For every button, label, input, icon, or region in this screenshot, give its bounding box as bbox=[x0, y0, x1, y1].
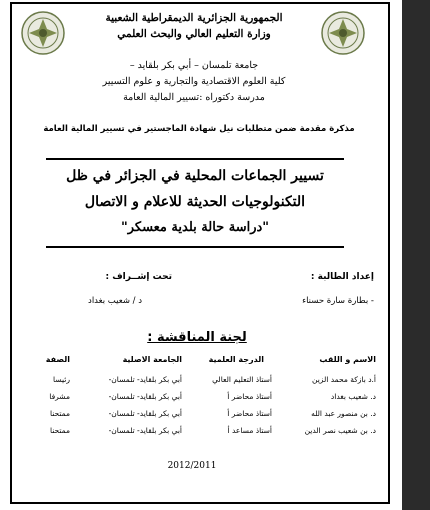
member-role: رئيسا bbox=[53, 375, 70, 384]
prepared-by-label: إعداد الطالبة : bbox=[310, 272, 374, 282]
member-name: أ.د بازكة محمد الزين bbox=[312, 375, 376, 384]
header-university: جامعة تلمسان – أبي بكر بلقايد – bbox=[129, 60, 259, 71]
viewer-side-panel bbox=[402, 0, 430, 510]
column-header-university: الجامعة الاصلية bbox=[122, 355, 182, 364]
header-republic: الجمهورية الجزائرية الديمقراطية الشعبية bbox=[105, 12, 283, 24]
member-rank: أستاذ التعليم العالي bbox=[212, 375, 272, 384]
title-top-rule bbox=[46, 158, 344, 160]
member-university: أبي بكر بلقايد- تلمسان- bbox=[108, 426, 182, 435]
column-header-rank: الدرجة العلمية bbox=[208, 355, 264, 364]
member-role: ممتحنا bbox=[49, 409, 70, 418]
supervisor-name: د / شعيب بغداد bbox=[88, 296, 142, 306]
student-name: - بطارة سارة حسناء bbox=[302, 296, 374, 306]
header-ministry: وزارة التعليم العالي والبحث العلمي bbox=[117, 28, 271, 40]
committee-title: لجنة المناقشة : bbox=[147, 330, 247, 345]
university-seal-left-icon bbox=[20, 10, 66, 56]
member-university: أبي بكر بلقايد- تلمسان- bbox=[108, 392, 182, 401]
member-name: د. شعيب بغداد bbox=[330, 392, 376, 401]
member-name: د. بن شعيب نصر الدين bbox=[304, 426, 376, 435]
member-role: مشرفا bbox=[49, 392, 70, 401]
academic-year: 2012/2011 bbox=[167, 461, 217, 471]
university-seal-right-icon bbox=[320, 10, 366, 56]
column-header-name: الاسم و اللقب bbox=[319, 355, 376, 364]
title-bottom-rule bbox=[46, 246, 344, 248]
member-rank: أستاذ محاضر أ bbox=[227, 392, 272, 401]
thesis-title-line-2: التكنولوجيات الحديثة للاعلام و الاتصال bbox=[84, 194, 306, 210]
member-university: أبي بكر بلقايد- تلمسان- bbox=[108, 375, 182, 384]
memo-description: مذكرة مقدمة ضمن متطلبات نيل شهادة الماجستير في تسيير المالية العامة bbox=[43, 124, 355, 134]
member-name: د. بن منصور عبد الله bbox=[311, 409, 376, 418]
column-header-role: الصفة bbox=[45, 355, 70, 364]
member-rank: أستاذ محاضر أ bbox=[227, 409, 272, 418]
member-role: ممتحنا bbox=[49, 426, 70, 435]
header-doctoral-school: مدرسة دكتوراه :تسيير المالية العامة bbox=[123, 92, 265, 103]
thesis-subtitle: "دراسة حالة بلدية معسكر" bbox=[120, 220, 270, 235]
member-rank: أستاذ مساعد أ bbox=[227, 426, 272, 435]
member-university: أبي بكر بلقايد- تلمسان- bbox=[108, 409, 182, 418]
thesis-title-line-1: تسيير الجماعات المحلية في الجزائر في ظل bbox=[66, 168, 324, 184]
header-faculty: كلية العلوم الاقتصادية والتجارية و علوم التسيير bbox=[102, 76, 286, 87]
document-page bbox=[2, 0, 400, 510]
supervised-by-label: تحت إشــراف : bbox=[105, 272, 172, 282]
